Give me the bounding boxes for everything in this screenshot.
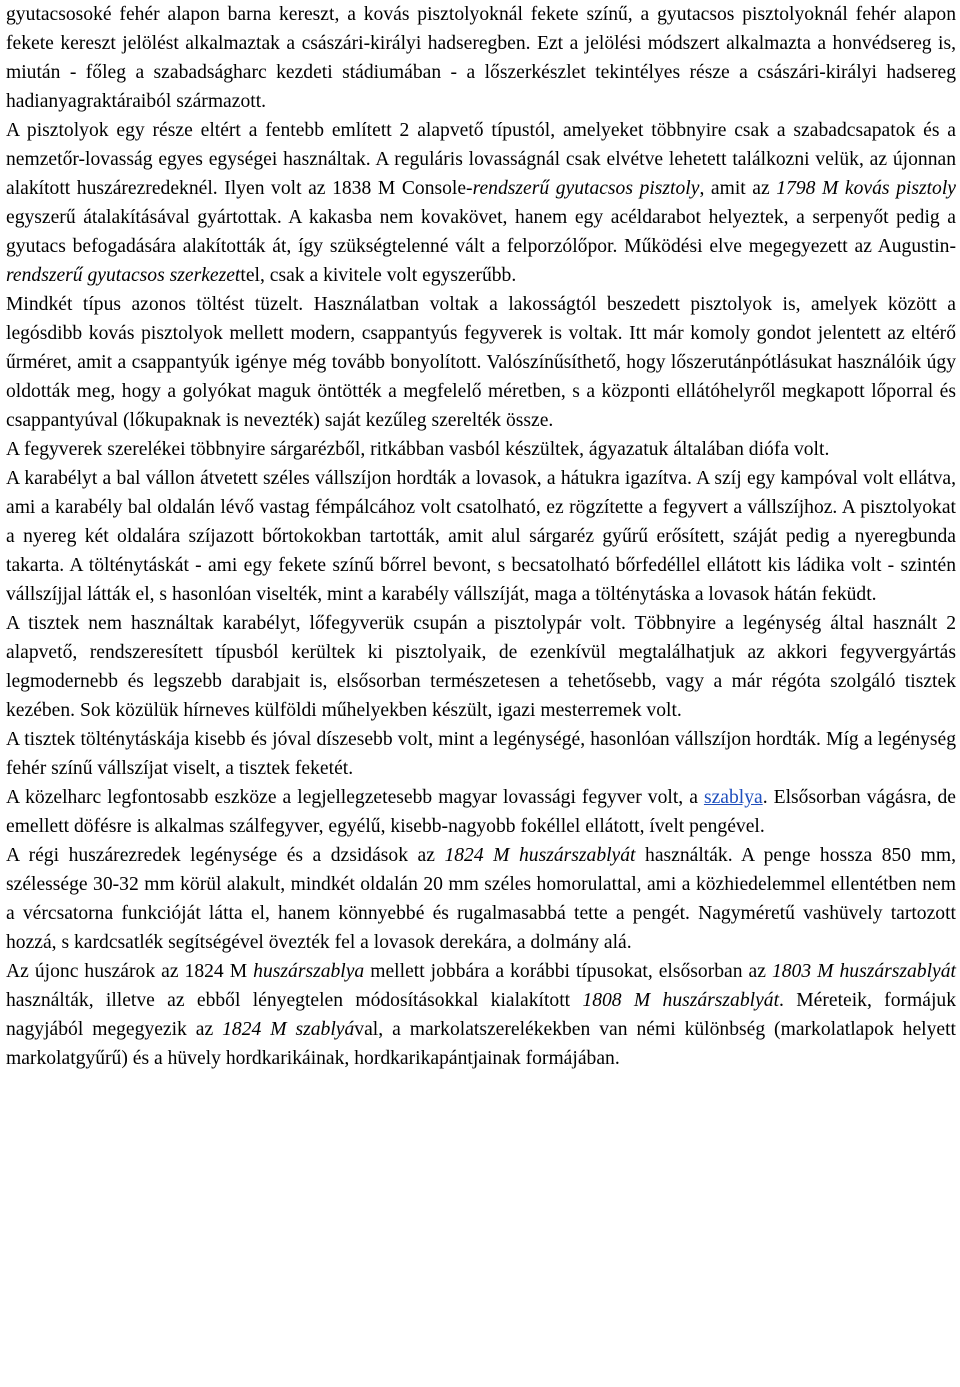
paragraph [6, 435, 956, 464]
paragraph [6, 783, 956, 841]
text-run: Az újonc huszárok az 1824 M [6, 961, 254, 982]
italic-term: rendszerű gyutacsos pisztoly [472, 178, 700, 199]
text-run: használták. A penge hossza 850 mm, szélessége 30-32 mm körül alakult, mindkét oldalán 20 mm széles homorulattal, ami a közhiedelemmel ellentétben nem a vércsatorna funkcióját látta el, hanem könnyebbé és rugalmasabbá tette a pengét. Nagyméretű vashüvely tartozott hozzá, s kardcsatlék segítségével övezték fel a lovasok derekára, a dolmány alá. [6, 845, 956, 953]
text-run: A tisztek tölténytáskája kisebb és jóval díszesebb volt, mint a legénységé, hasonlóan vállszíjon hordták. Míg a legénység fehér színű vállszíjat viselt, a tisztek feketét. [6, 729, 956, 779]
text-run: . Elsősorban vágásra, de emellett döfésre is alkalmas szálfegyver, egyélű, kisebb-nagyobb fokéllel ellátott, ívelt pengével. [6, 787, 956, 837]
text-run: A fegyverek szerelékei többnyire sárgarézből, ritkábban vasból készültek, ágyazatuk általában diófa volt. [6, 439, 830, 460]
italic-term: huszárszablya [253, 961, 365, 982]
paragraph [6, 841, 956, 957]
text-run: A régi huszárezredek legénysége és a dzsidások az [6, 845, 445, 866]
paragraph [6, 957, 956, 1073]
link-szablya[interactable]: szablya [703, 787, 763, 808]
document-body [6, 0, 956, 1073]
text-run: A karabélyt a bal vállon átvetett széles vállszíjon hordták a lovasok, a hátukra igazítva. A szíj egy kampóval volt ellátva, ami a karabély bal oldalán lévő vastag fémpálcához volt csatolható, ez rögzítette a fegyvert a vállszíjhoz. A pisztolyokat a nyereg két oldalára szíjazott bőrtokokban tartották, amit alul sárgaréz gyűrű erősített, száját pedig a nyeregbunda takarta. A tölténytáskát - ami egy fekete színű bőrrel bevont, s becsatolható bőrfedéllel ellátott kis ládika volt - szintén vállszíjjal látták el, s hasonlóan viselték, mint a karabély vállszíját, maga a tölténytáska a lovasok hátán feküdt. [6, 468, 956, 605]
italic-term: 1824 M szablyá [222, 1019, 355, 1040]
italic-term: 1798 M kovás pisztoly [776, 178, 956, 199]
italic-term: 1803 M huszárszablyát [771, 961, 956, 982]
text-run: A tisztek nem használtak karabélyt, lőfegyverük csupán a pisztolypár volt. Többnyire a legénység által használt 2 alapvető, rendszeresített típusból kerültek ki pisztolyaik, de ezenkívül megtalálhatjuk az akkori fegyvergyártás legmodernebb és legszebb darabjait is, elsősorban természetesen a tehetősebb, vagy a már régóta szolgáló tisztek kezében. Sok közülük hírneves külföldi műhelyekben készült, igazi mesterremek volt. [6, 613, 956, 721]
paragraph [6, 464, 956, 609]
paragraph [6, 290, 956, 435]
text-run: . Méreteik, formájuk nagyjából megegyezik az [6, 990, 956, 1040]
text-run: A pisztolyok egy része eltért a fentebb említett 2 alapvető típustól, amelyeket többnyire csak a szabadcsapatok és a nemzetőr-lovasság egyes egységei használtak. A reguláris lovasságnál csak elvétve lehetett találkozni velük, az újonnan alakított huszárezredeknél. Ilyen volt az 1838 M Console- [6, 120, 956, 199]
text-run: gyutacsosoké fehér alapon barna kereszt, a kovás pisztolyoknál fekete színű, a gyutacsos pisztolyoknál fehér alapon fekete kereszt jelölést alkalmaztak a császári-királyi hadseregben. Ezt a jelölési módszert alkalmazta a honvédsereg is, miután - főleg a szabadságharc kezdeti stádiumában - a lőszerkészlet tekintélyes része a császári-királyi hadsereg hadianyagraktáraiból származott. [6, 4, 956, 112]
text-run: egyszerű átalakításával gyártottak. A kakasba nem kovakövet, hanem egy acéldarabot helyeztek, a serpenyőt pedig a gyutacs befogadására alakították át, így szükségtelenné vált a felporzólőpor. Működési elve megegyezett az Augustin- [6, 207, 956, 257]
italic-term: rendszerű gyutacsos szerkezet [6, 265, 241, 286]
italic-term: 1808 M huszárszablyát [582, 990, 780, 1011]
italic-term: 1824 M huszárszablyát [444, 845, 636, 866]
text-run: val, a markolatszerelékekben van némi különbség (markolatlapok helyett markolatgyűrű) és a hüvely hordkarikáinak, hordkarikapántjainak formájában. [6, 1019, 957, 1069]
paragraph [6, 116, 956, 290]
text-run: tel, csak a kivitele volt egyszerűbb. [240, 265, 517, 286]
text-run: használták, illetve az ebből lényegtelen módosításokkal kialakított [6, 990, 583, 1011]
paragraph [6, 725, 956, 783]
text-run: Mindkét típus azonos töltést tüzelt. Használatban voltak a lakosságtól beszedett pisztolyok is, amelyek között a legósdibb kovás pisztolyok mellett modern, csappantyús fegyverek is voltak. Itt már komoly gondot jelentett az eltérő űrméret, amit a csappantyúk igénye még tovább bonyolított. Valószínűsíthető, hogy lőszerutánpótlásukat használóik úgy oldották meg, hogy a golyókat maguk öntötték a megfelelő méretben, s a központi ellátóhelyről megkapott lőporral és csappantyúval (lőkupaknak is nevezték) saját kezűleg szerelték össze. [6, 294, 956, 431]
paragraph [6, 0, 956, 116]
text-run: mellett jobbára a korábbi típusokat, elsősorban az [364, 961, 772, 982]
paragraph [6, 609, 956, 725]
text-run: A közelharc legfontosabb eszköze a legjellegzetesebb magyar lovassági fegyver volt, a [6, 787, 704, 808]
text-run: , amit az [699, 178, 777, 199]
